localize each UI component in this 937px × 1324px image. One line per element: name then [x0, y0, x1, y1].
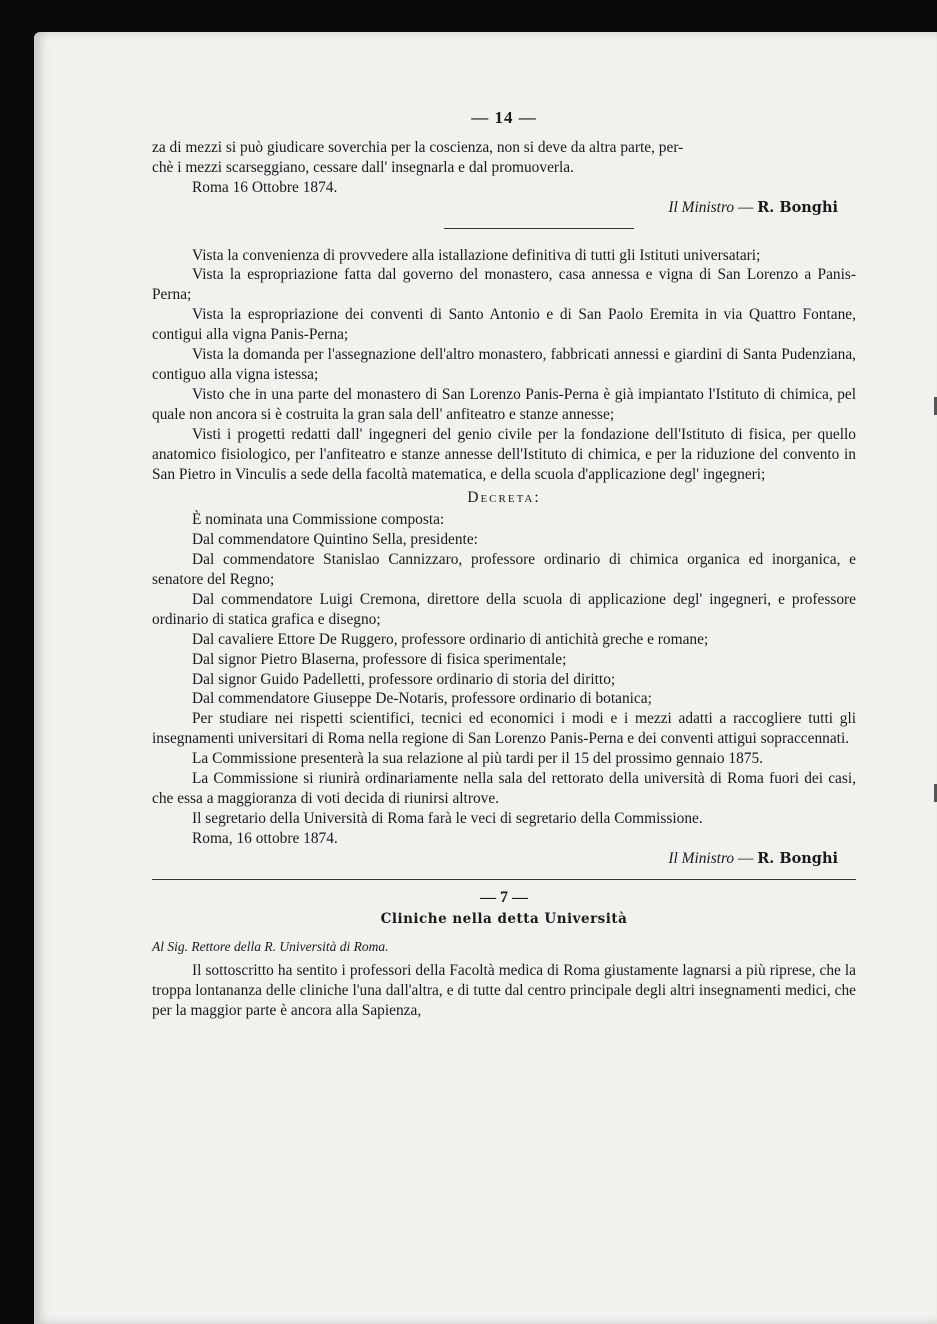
intro-line: chè i mezzi scarseggiano, cessare dall' insegnarla e dal promuoverla.: [152, 158, 574, 176]
decree-paragraph: Dal commendatore Luigi Cremona, direttore della scuola di applicazione degl' ingegneri, e professore ordinario di statica grafica e disegno;: [152, 590, 856, 628]
decree-paragraph: Dal commendatore Quintino Sella, presidente:: [192, 531, 478, 549]
section-number: — 7 —: [480, 888, 528, 906]
signature: [152, 849, 838, 869]
document-page: [34, 32, 937, 1324]
decree-date: Roma, 16 ottobre 1874.: [192, 829, 338, 847]
preamble-paragraph: Vista la espropriazione dei conventi di Santo Antonio e di San Paolo Eremita in via Quattro Fontane, contigui alla vigna Panis-Perna;: [152, 306, 856, 344]
decree-paragraph: È nominata una Commissione composta:: [192, 511, 445, 529]
preamble-paragraph: Vista la domanda per l'assegnazione dell'altro monastero, fabbricati annessi e giardini di Santa Pudenziana, contiguo alla vigna istessa;: [152, 346, 856, 383]
separator-rule: [444, 228, 634, 229]
signature-dash: —: [737, 849, 754, 867]
decree-paragraph: Dal commendatore Giuseppe De-Notaris, professore ordinario di botanica;: [192, 690, 652, 708]
signature-role: Il Ministro: [668, 849, 735, 867]
intro-line: za di mezzi si può giudicare soverchia per la coscienza, non si deve da altra parte, per-: [152, 138, 684, 156]
signature-name: R. Bonghi: [757, 849, 838, 867]
decree-paragraph: Dal commendatore Stanislao Cannizzaro, professore ordinario di chimica organica ed inorganica, e senatore del Regno;: [152, 551, 856, 589]
preamble-paragraph: Vista la espropriazione fatta dal governo del monastero, casa annessa e vigna di San Lorenzo a Panis-Perna;: [152, 266, 856, 304]
signature: [152, 198, 838, 218]
section-rule: [152, 879, 856, 880]
decree-paragraph: Dal signor Guido Padelletti, professore ordinario di storia del diritto;: [192, 670, 616, 688]
decree-paragraph: Dal cavaliere Ettore De Ruggero, professore ordinario di antichità greche e romane;: [192, 630, 709, 648]
section-addressee: Al Sig. Rettore della R. Università di Roma.: [152, 939, 389, 955]
signature-dash: —: [737, 198, 754, 216]
decree-paragraph: Il segretario della Università di Roma farà le veci di segretario della Commissione.: [192, 809, 703, 827]
intro-date: Roma 16 Ottobre 1874.: [192, 178, 338, 196]
signature-role: Il Ministro: [668, 198, 735, 216]
decree-paragraph: Per studiare nei rispetti scientifici, tecnici ed economici i modi e i mezzi adatti a raccogliere tutti gli insegnamenti universitari di Roma nella regione di San Lorenzo Panis-Perna e dei conventi attigui sopraccennati.: [152, 710, 856, 748]
preamble-paragraph: Vista la convenienza di provvedere alla istallazione definitiva di tutti gli Istituti universatari;: [192, 246, 761, 264]
section-body: Il sottoscritto ha sentito i professori della Facoltà medica di Roma giustamente lagnarsi a più riprese, che la troppa lontananza delle cliniche l'una dall'altra, e di tutte dal centro principale degli altri insegnamenti medici, che per la maggior parte è ancora alla Sapienza,: [152, 962, 856, 1020]
decree-paragraph: Dal signor Pietro Blaserna, professore di fisica sperimentale;: [192, 650, 567, 668]
decreta-heading: Decreta:: [467, 489, 541, 507]
preamble-paragraph: Visto che in una parte del monastero di San Lorenzo Panis-Perna è già impiantato l'Istituto di chimica, pel quale non ancora si è costruita la gran sala dell' anfiteatro e stanze annesse;: [152, 385, 856, 423]
signature-name: R. Bonghi: [757, 198, 838, 216]
decree-paragraph: La Commissione si riunirà ordinariamente nella sala del rettorato della università di Roma fuori dei casi, che essa a maggioranza di voti decida di riunirsi altrove.: [152, 770, 856, 807]
preamble-paragraph: Visti i progetti redatti dall' ingegneri del genio civile per la fondazione dell'Istituto di fisica, per quello anatomico fisiologico, per l'anfiteatro e stanze annesse dell'Istituto di chimica, e per la riduzione del convento in San Pietro in Vinculis a sede della facoltà matematica, e della scuola d'applicazione degl' ingegneri;: [152, 425, 856, 483]
section-title: Cliniche nella detta Università: [380, 910, 628, 927]
document-text: [152, 108, 856, 1021]
page-number: — 14 —: [471, 108, 537, 127]
decree-paragraph: La Commissione presenterà la sua relazione al più tardi per il 15 del prossimo gennaio 1875.: [192, 750, 764, 768]
